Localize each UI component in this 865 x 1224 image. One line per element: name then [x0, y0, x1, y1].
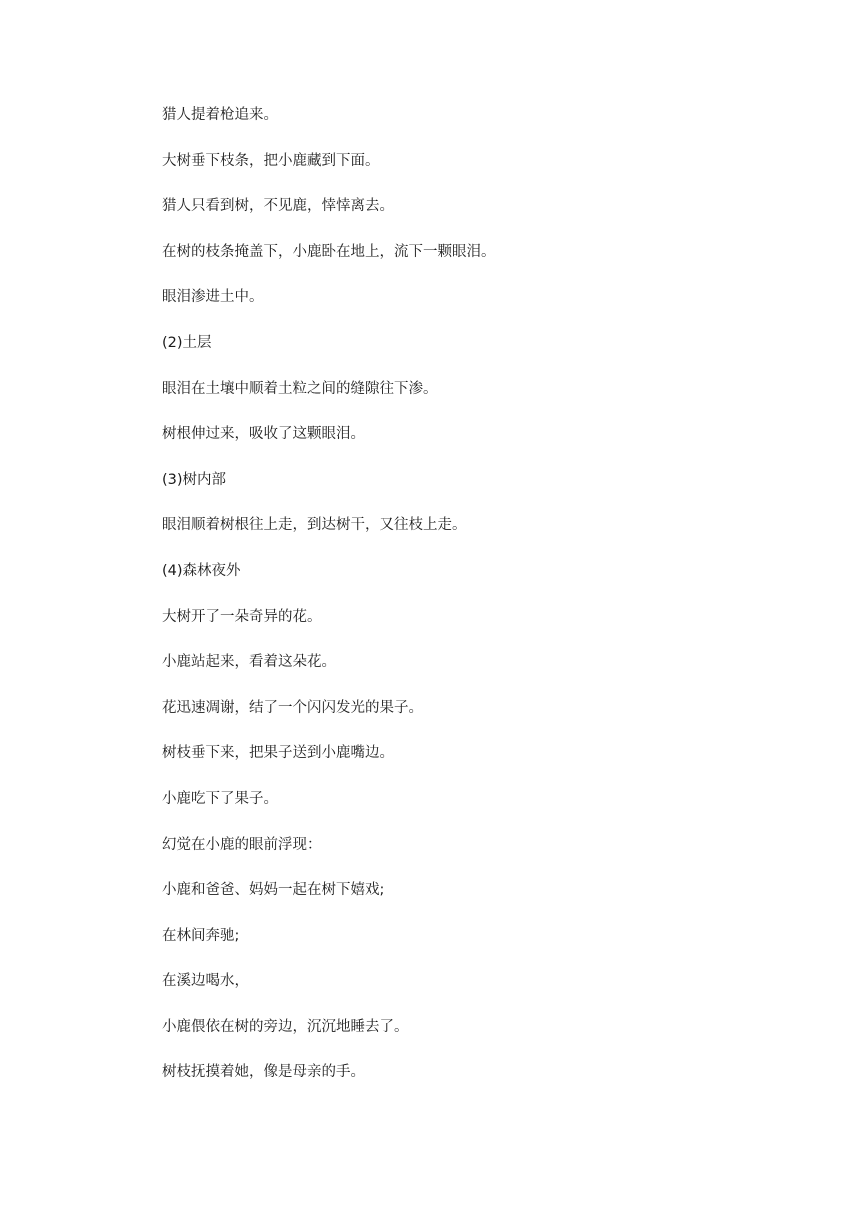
paragraph-15: 小鹿和爸爸、妈妈一起在树下嬉戏; [162, 882, 385, 899]
paragraph-4: 在树的枝条掩盖下，小鹿卧在地上，流下一颗眼泪。 [162, 243, 496, 260]
section-heading-2: (2)土层 [162, 334, 212, 351]
paragraph-5: 眼泪渗进土中。 [162, 289, 264, 306]
paragraph-16: 在林间奔驰; [162, 927, 240, 944]
paragraph-10: 小鹿站起来，看着这朵花。 [162, 654, 336, 671]
paragraph-19: 树枝抚摸着她，像是母亲的手。 [162, 1064, 365, 1081]
section-heading-4: (4)森林夜外 [162, 562, 241, 579]
paragraph-18: 小鹿偎依在树的旁边，沉沉地睡去了。 [162, 1018, 409, 1035]
paragraph-12: 树枝垂下来，把果子送到小鹿嘴边。 [162, 745, 394, 762]
document-body [162, 102, 782, 1105]
paragraph-1: 猎人提着枪追来。 [162, 107, 278, 123]
paragraph-14: 幻觉在小鹿的眼前浮现： [162, 836, 322, 853]
section-heading-3: (3)树内部 [162, 471, 227, 488]
paragraph-8: 眼泪顺着树根往上走，到达树干，又往枝上走。 [162, 517, 467, 534]
paragraph-6: 眼泪在土壤中顺着土粒之间的缝隙往下渗。 [162, 380, 438, 397]
paragraph-11: 花迅速凋谢，结了一个闪闪发光的果子。 [162, 699, 423, 716]
paragraph-9: 大树开了一朵奇异的花。 [162, 608, 322, 625]
paragraph-13: 小鹿吃下了果子。 [162, 790, 278, 807]
paragraph-17: 在溪边喝水， [162, 973, 249, 990]
paragraph-3: 猎人只看到树，不见鹿，悻悻离去。 [162, 198, 394, 215]
paragraph-2: 大树垂下枝条，把小鹿藏到下面。 [162, 152, 380, 169]
paragraph-7: 树根伸过来，吸收了这颗眼泪。 [162, 426, 365, 443]
